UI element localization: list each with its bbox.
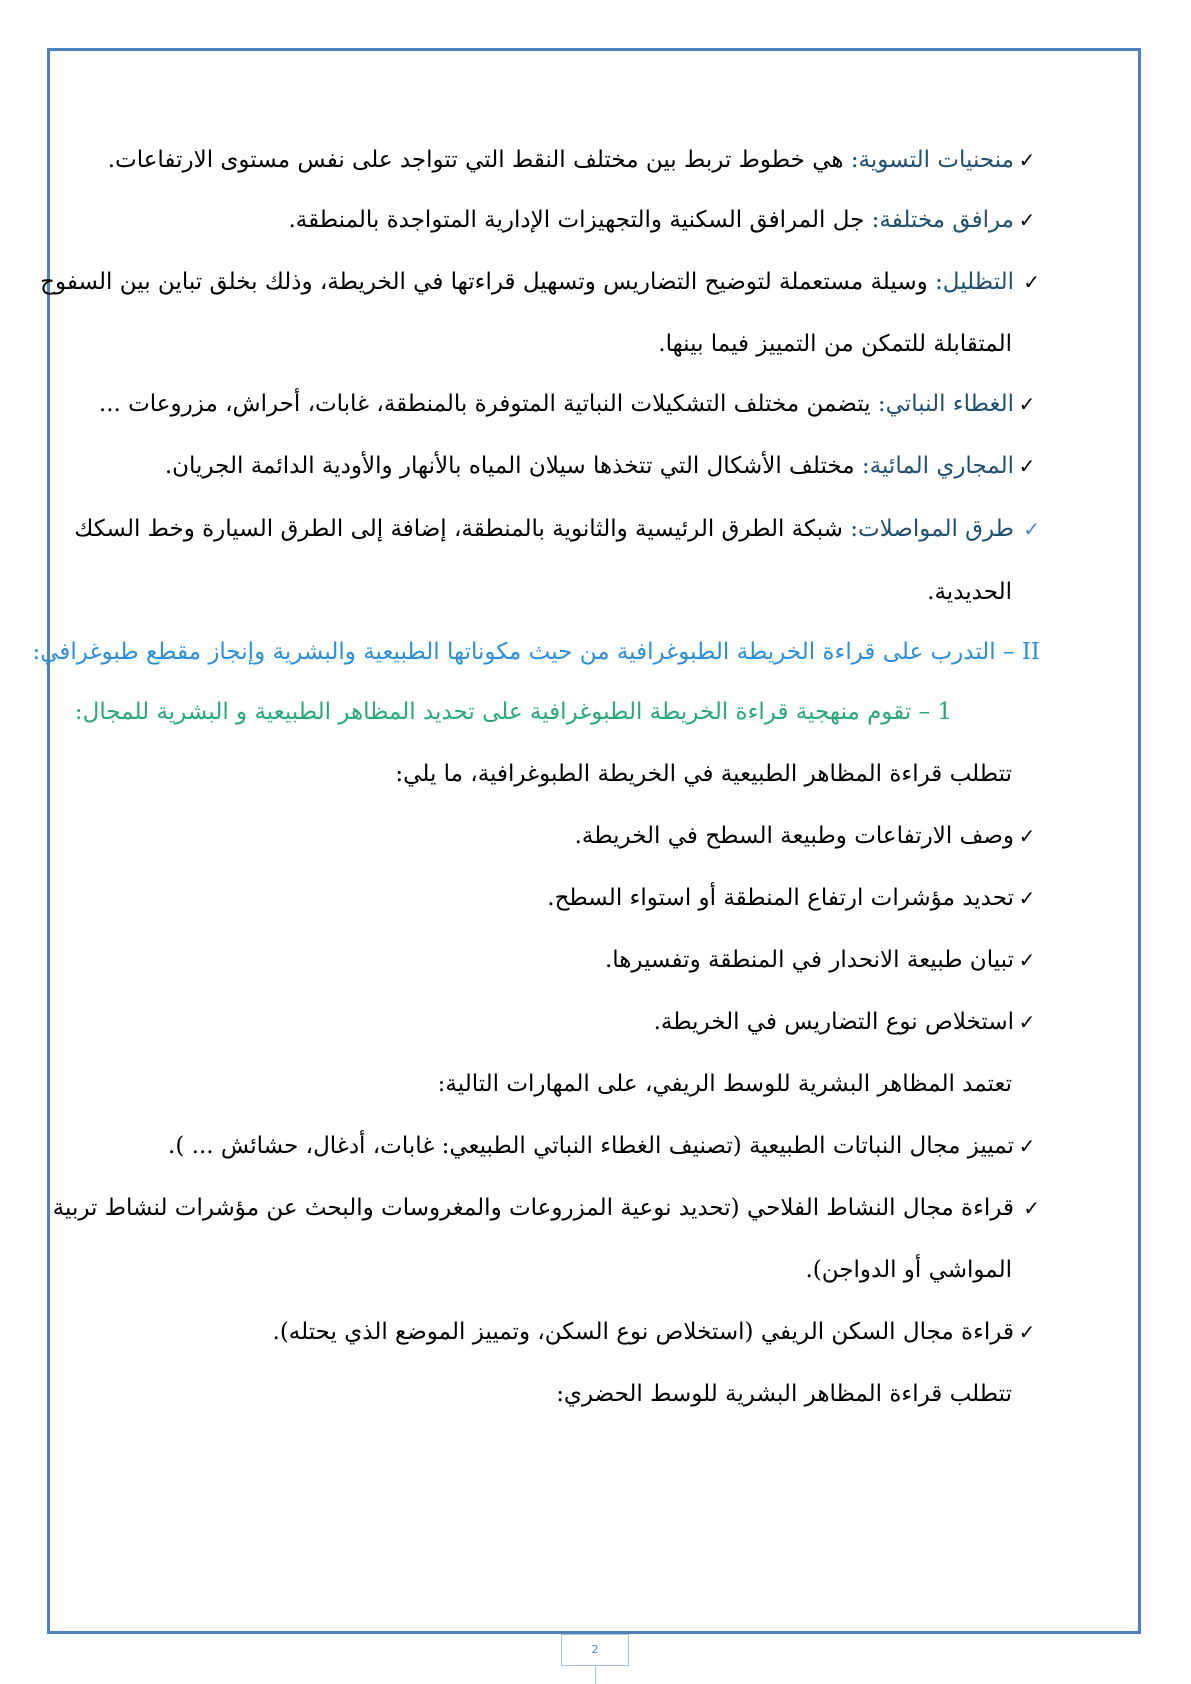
check-icon: ✓ xyxy=(1018,824,1036,848)
definition-term: منحنيات التسوية: xyxy=(850,147,1014,173)
definition-term: المجاري المائية: xyxy=(861,453,1014,479)
list-item-continuation: المواشي أو الدواجن). xyxy=(805,1257,1012,1283)
check-icon: ✓ xyxy=(1018,208,1036,232)
check-icon: ✓ xyxy=(1023,1196,1040,1220)
check-icon: ✓ xyxy=(1018,454,1036,478)
definition-text: هي خطوط تربط بين مختلف النقط التي تتواجد على نفس مستوى الارتفاعات. xyxy=(107,147,851,173)
definition-continuation: الحديدية. xyxy=(927,579,1012,605)
check-icon: ✓ xyxy=(1018,148,1036,172)
list-item-text: استخلاص نوع التضاريس في الخريطة. xyxy=(653,1009,1014,1035)
page-number: 2 xyxy=(561,1634,629,1666)
definition-term: الغطاء النباتي: xyxy=(877,391,1014,417)
check-icon: ✓ xyxy=(1018,1010,1036,1034)
definition-term: التظليل: xyxy=(935,269,1014,295)
list-item xyxy=(547,878,1040,918)
definition-text: يتضمن مختلف التشكيلات النباتية المتوفرة بالمنطقة، غابات، أحراش، مزروعات ... xyxy=(98,391,878,417)
definition-text: مختلف الأشكال التي تتخذها سيلان المياه بالأنهار والأودية الدائمة الجريان. xyxy=(164,453,862,479)
definition-item xyxy=(99,384,1040,424)
list-item xyxy=(605,940,1040,980)
definition-text: وسيلة مستعملة لتوضيح التضاريس وتسهيل قراءتها في الخريطة، وذلك بخلق تباين بين السفوح xyxy=(40,269,936,295)
definition-item xyxy=(74,509,1040,549)
urban-intro: تتطلب قراءة المظاهر البشرية للوسط الحضري: xyxy=(556,1381,1012,1407)
list-item xyxy=(654,1002,1040,1042)
definition-continuation: المتقابلة للتمكن من التمييز فيما بينها. xyxy=(658,331,1012,357)
subheading: 1 – تقوم منهجية قراءة الخريطة الطبوغرافية على تحديد المظاهر الطبيعية و البشرية للمجال: xyxy=(74,699,952,725)
check-icon: ✓ xyxy=(1018,1134,1036,1158)
check-icon: ✓ xyxy=(1018,886,1036,910)
check-icon: ✓ xyxy=(1023,270,1040,294)
list-item-text: قراءة مجال النشاط الفلاحي (تحديد نوعية المزروعات والمغروسات والبحث عن مؤشرات لنشاط تربية xyxy=(52,1195,1014,1221)
section-heading: II – التدرب على قراءة الخريطة الطبوغرافية من حيث مكوناتها الطبيعية والبشرية وإنجاز مقطع طبوغرافي: xyxy=(32,639,1040,665)
definition-term: طرق المواصلات: xyxy=(850,516,1014,542)
list-item xyxy=(52,1188,1040,1228)
list-item-text: وصف الارتفاعات وطبيعة السطح في الخريطة. xyxy=(574,823,1014,849)
list-item xyxy=(273,1312,1040,1352)
definition-text: جل المرافق السكنية والتجهيزات الإدارية المتواجدة بالمنطقة. xyxy=(288,207,872,233)
definition-text: شبكة الطرق الرئيسية والثانوية بالمنطقة، إضافة إلى الطرق السيارة وخط السكك xyxy=(74,516,851,542)
check-icon: ✓ xyxy=(1023,517,1040,541)
page-number-connector xyxy=(595,1666,596,1684)
definition-item xyxy=(165,446,1040,486)
natural-intro: تتطلب قراءة المظاهر الطبيعية في الخريطة الطبوغرافية، ما يلي: xyxy=(395,761,1012,787)
definition-item xyxy=(108,140,1040,180)
list-item-text: تمييز مجال النباتات الطبيعية (تصنيف الغطاء النباتي الطبيعي: غابات، أدغال، حشائش ... ). xyxy=(168,1133,1014,1159)
check-icon: ✓ xyxy=(1018,392,1036,416)
rural-intro: تعتمد المظاهر البشرية للوسط الريفي، على المهارات التالية: xyxy=(437,1071,1012,1097)
definition-item xyxy=(40,262,1040,302)
list-item-text: قراءة مجال السكن الريفي (استخلاص نوع السكن، وتمييز الموضع الذي يحتله). xyxy=(272,1319,1014,1345)
list-item xyxy=(575,816,1040,856)
definition-item xyxy=(288,200,1040,240)
list-item xyxy=(168,1126,1040,1166)
definition-term: مرافق مختلفة: xyxy=(871,207,1014,233)
check-icon: ✓ xyxy=(1018,1320,1036,1344)
list-item-text: تحديد مؤشرات ارتفاع المنطقة أو استواء السطح. xyxy=(547,885,1014,911)
check-icon: ✓ xyxy=(1018,948,1036,972)
list-item-text: تبيان طبيعة الانحدار في المنطقة وتفسيرها. xyxy=(604,947,1014,973)
